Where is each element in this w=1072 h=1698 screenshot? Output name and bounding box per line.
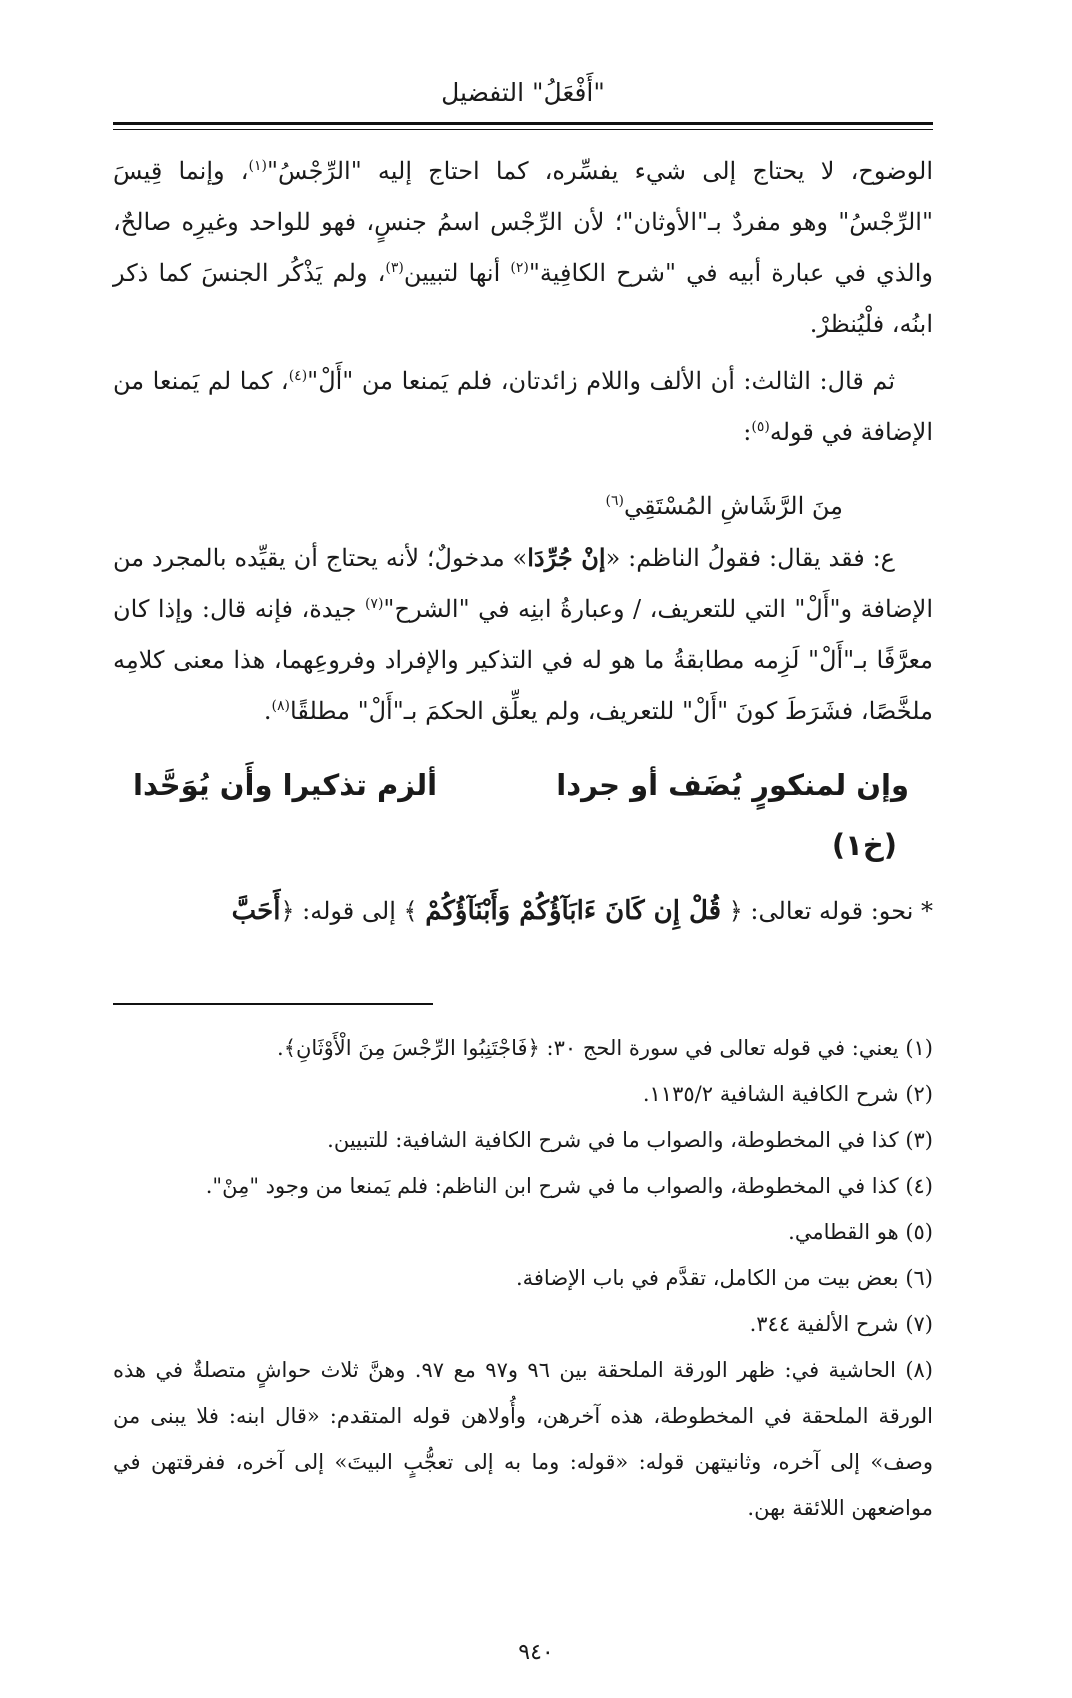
footnote-3: (٣) كذا في المخطوطة، والصواب ما في شرح الكافية الشافية: للتبيين. <box>327 1128 933 1152</box>
footnote-8: (٨) الحاشية في: ظهر الورقة الملحقة بين ٩٦ و٩٧ مع ٩٧. وهنَّ ثلاث حواشٍ متصلةٌ في هذه الورقة الملحقة في المخطوطة، هذه آخرهن، وأُولاهن قوله المتقدم: «قال ابنه: فلا يبنى من وصف» إلى آخره، وثانيتهن قوله: «قوله: وما به إلى تعجُّبٍ البيتَ» إلى آخره، ففرقتهن في مواضعهن اللائقة بهن. <box>113 1358 933 1520</box>
page-content <box>113 70 933 937</box>
paragraph-3-text-b: » مدخولٌ؛ لأنه يحتاج أن يقيِّده بالمجرد من الإضافة و"أَلْ" التي للتعريف، / وعبارةُ ابنِه في "الشرح" <box>113 544 933 623</box>
footnote-ref-4: (٤) <box>288 368 308 384</box>
paragraph-1-text-a: الوضوح، لا يحتاج إلى شيء يفسِّره، كما احتاج إليه "الرِّجْسُ" <box>267 157 933 185</box>
footnote-ref-8: (٨) <box>271 698 290 714</box>
paragraph-3-text-a: ع: فقد يقال: فقولُ الناظم: « <box>605 544 896 572</box>
quran-quote-2: أَحَبَّ <box>231 896 281 926</box>
paragraph-1-text-d: ، ولم يَذْكُر الجنسَ كما ذكر ابنُه، فلْيُنظرْ. <box>113 259 933 338</box>
footnote-4: (٤) كذا في المخطوطة، والصواب ما في شرح ابن الناظم: فلم يَمنعا من وجود "مِنْ". <box>205 1174 933 1198</box>
footnote-separator <box>113 1003 433 1005</box>
poem-tag: (خ١) <box>831 828 897 862</box>
paragraph-2-text-b: ، كما لم يَمنعا من الإضافة في قوله <box>113 367 933 446</box>
page-number: ٩٤٠ <box>518 1640 554 1665</box>
footnote-ref-2: (٢) <box>510 260 529 276</box>
footnote-1: (١) يعني: في قوله تعالى في سورة الحج ٣٠: ﴿فَاجْتَنِبُوا الرِّجْسَ مِنَ الْأَوْثَانِ﴾. <box>277 1036 933 1060</box>
poem-line <box>113 755 933 815</box>
poem-first-hemistich: وإن لمنكورٍ يُضَف أو جردا <box>556 768 909 802</box>
footnote-2: (٢) شرح الكافية الشافية ١١٣٥/٢. <box>642 1082 933 1106</box>
paragraph-3-text-d: . <box>263 697 272 725</box>
paragraph-4-text-b: ﴾ إلى قوله: ﴿ <box>280 897 426 925</box>
footnote-ref-3: (٣) <box>385 260 404 276</box>
footnote-ref-7: (٧) <box>364 596 384 612</box>
paragraph-3-text-c: جيدة، فإنه قال: وإذا كان معرَّفًا بـ"أَلْ" لَزِمه مطابقةُ ما هو له في التذكير والإفراد وفروعِهما، هذا معنى كلامِه ملخَّصًا، فشَرَطَ كونَ "أَلْ" للتعريف، ولم يعلِّق الحكمَ بـ"أَلْ" مطلقًا <box>113 595 933 725</box>
footnote-ref-6: (٦) <box>605 493 625 509</box>
footnote-ref-1: (١) <box>248 158 267 174</box>
paragraph-4-text-a: * نحو: قوله تعالى: ﴿ <box>721 897 933 925</box>
paragraph-2 <box>113 356 933 458</box>
running-title: "أَفْعَلُ" التفضيل <box>441 78 605 107</box>
verse-fragment-text: مِنَ الرَّشَاشِ المُسْتَقِي <box>624 492 843 520</box>
paragraph-4 <box>113 885 933 937</box>
paragraph-3 <box>113 532 933 737</box>
footnote-6: (٦) بعض بيت من الكامل، تقدَّم في باب الإضافة. <box>515 1266 933 1290</box>
footnote-5: (٥) هو القطامي. <box>788 1220 933 1244</box>
paragraph-1-text-c: أنها لتبيين <box>403 259 511 287</box>
paragraph-1-text-b: ، وإنما قِيسَ "الرِّجْسُ" وهو مفردٌ بـ"الأوثان"؛ لأن الرِّجْس اسمُ جنسٍ، فهو للواحد وغيرِه صالحٌ، والذي في عبارة أبيه في "شرح الكافِية" <box>113 157 933 287</box>
footnote-ref-5: (٥) <box>751 419 770 435</box>
footnote-7: (٧) شرح الألفية ٣٤٤. <box>749 1312 933 1336</box>
paragraph-2-text-c: : <box>743 418 752 446</box>
verse-fragment <box>113 480 843 532</box>
header-rule-thin <box>113 129 933 130</box>
paragraph-1 <box>113 146 933 350</box>
paragraph-3-quote: إنْ جُرِّدَا <box>527 543 606 572</box>
poem-second-hemistich: ألزم تذكيرا وأَن يُوَحَّدا <box>133 768 438 802</box>
footnotes <box>113 1025 933 1531</box>
header-rule-thick <box>113 122 933 125</box>
paragraph-2-text-a: ثم قال: الثالث: أن الألف واللام زائدتان، فلم يَمنعا من "أَلْ" <box>307 367 895 395</box>
quran-quote-1: قُلْ إِن كَانَ ءَابَآؤُكُمْ وَأَبْنَآؤُكُمْ <box>425 896 722 926</box>
